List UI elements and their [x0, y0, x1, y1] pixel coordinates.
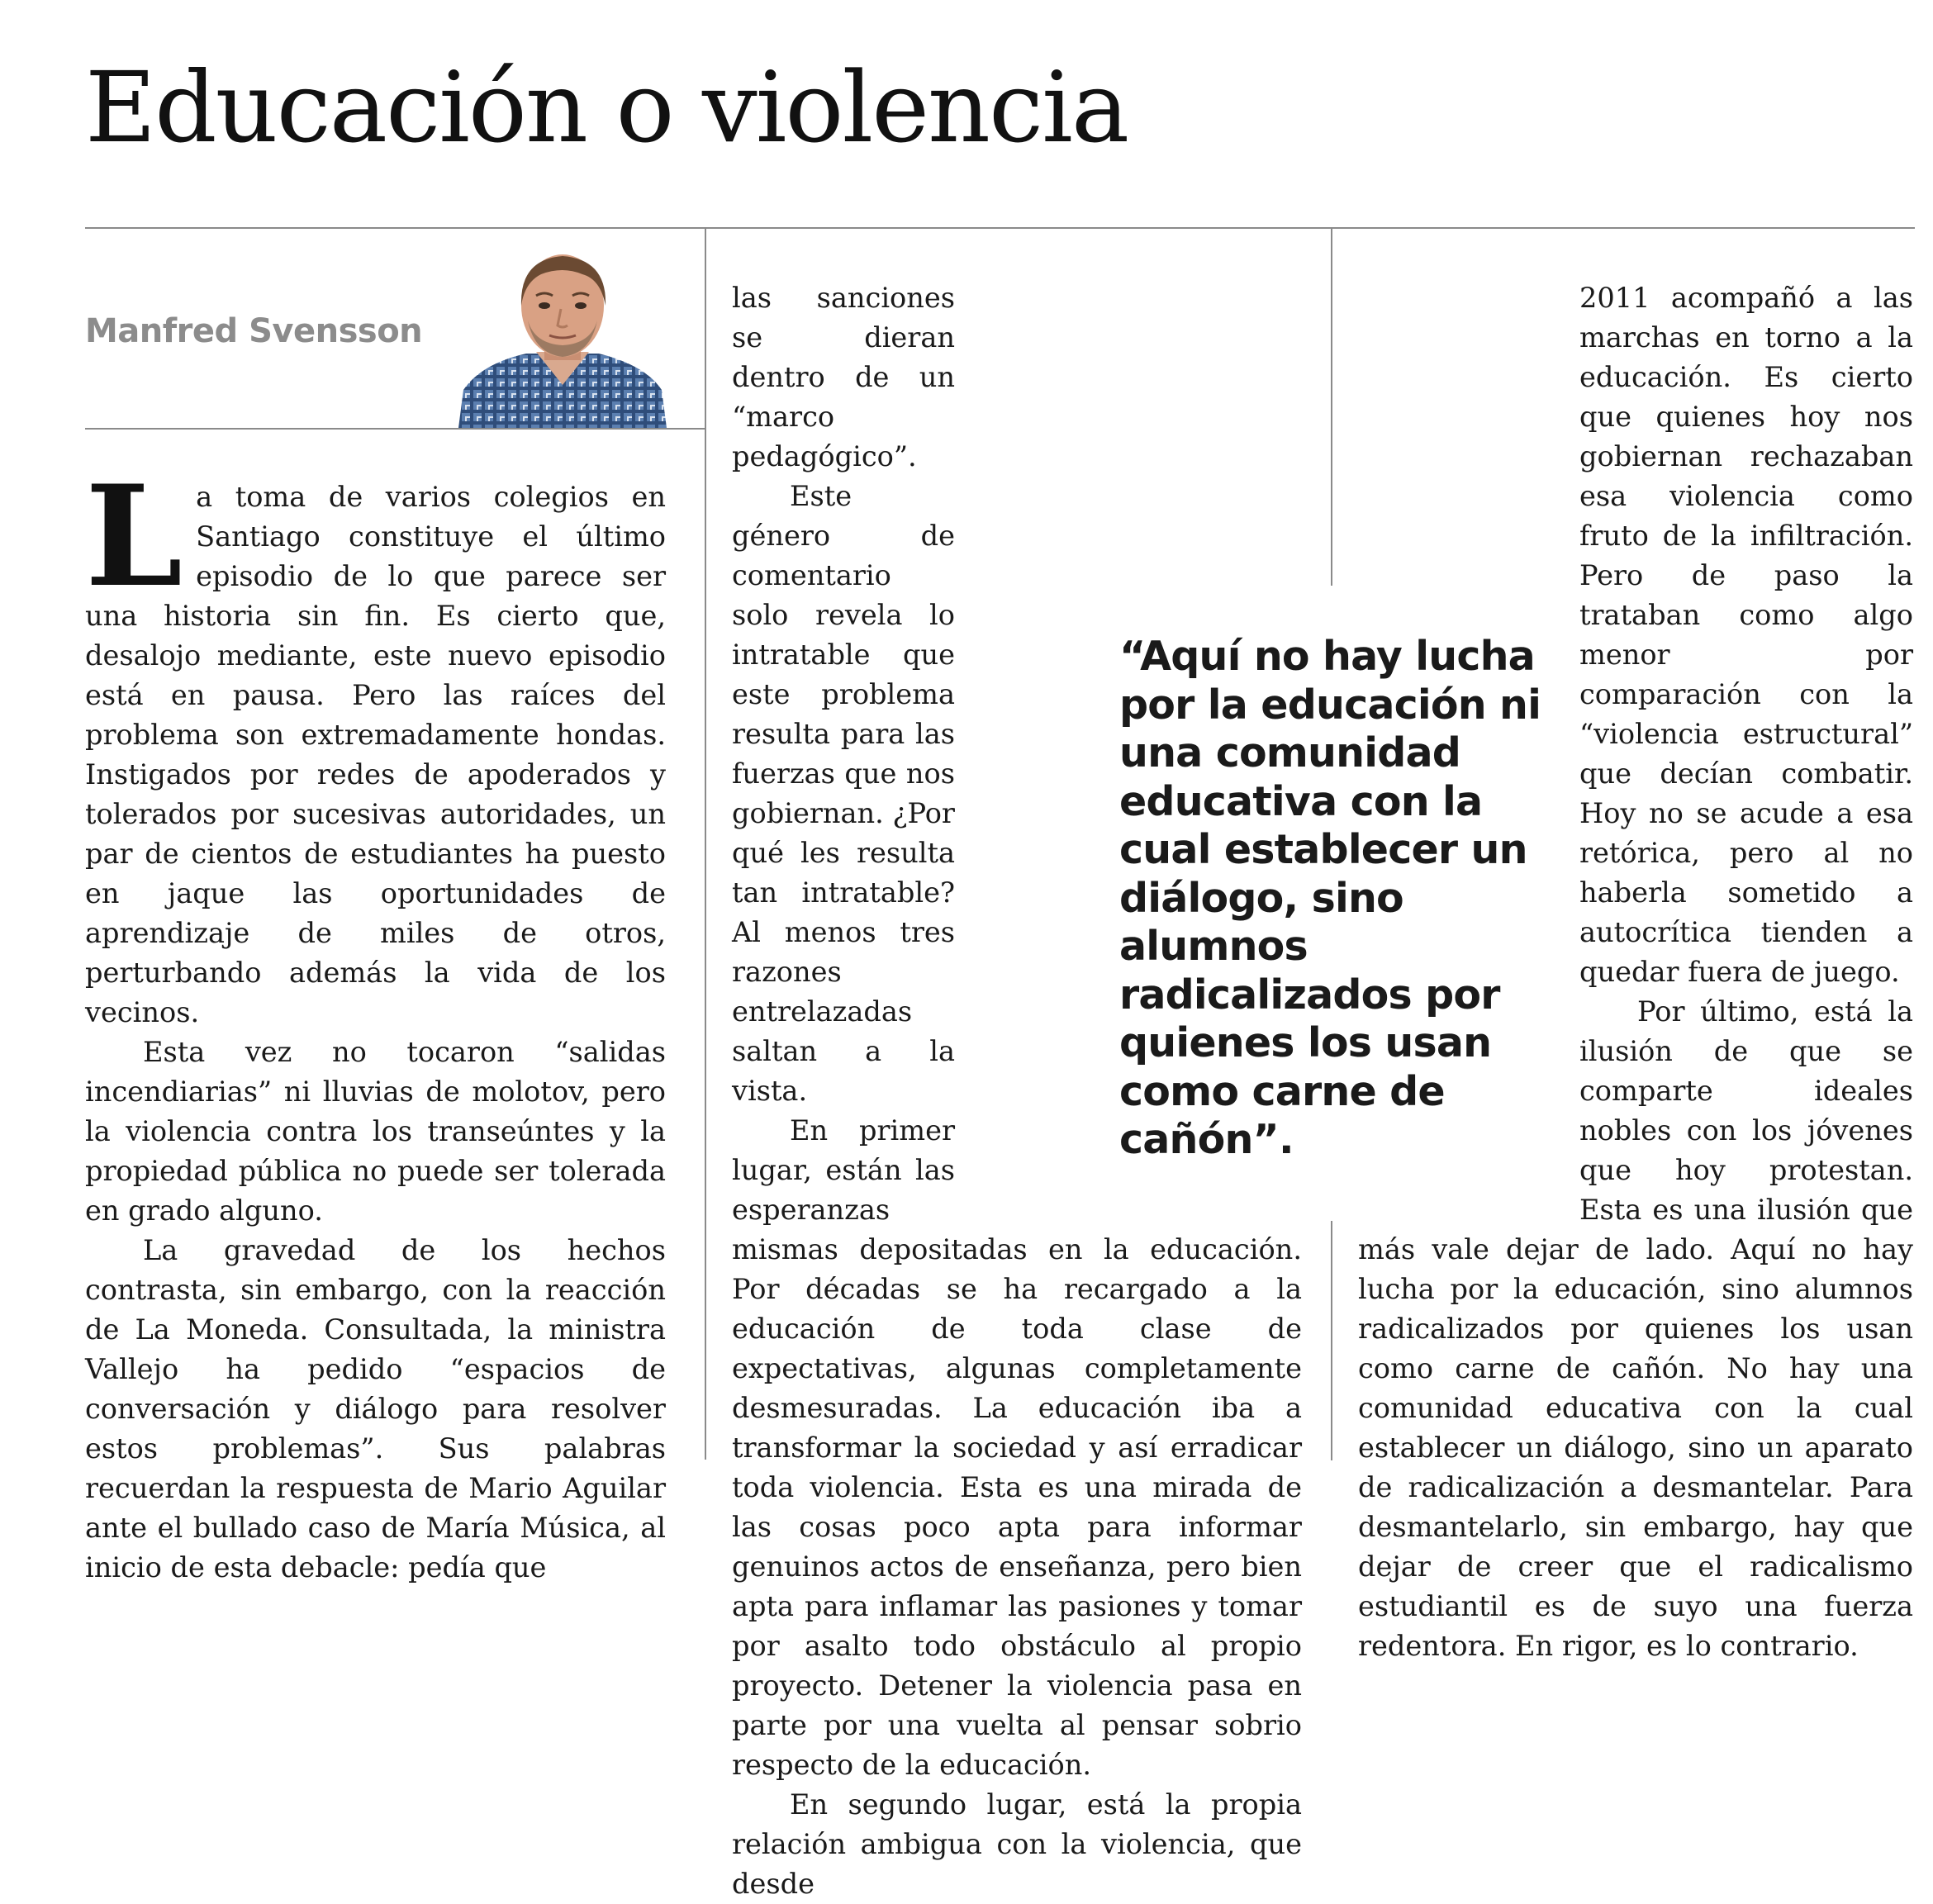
article-title: Educación o violencia	[85, 50, 1128, 164]
paragraph-text: a toma de varios colegios en Santiago constituye el último episodio de lo que parece ser una historia sin fin. Es cierto que, desalojo mediante, este nuevo episodio está en pausa. Pero las raíces del problema son extremadamente hondas. Instigados por redes de apoderados y tolerados por sucesivas autoridades, un par de cientos de estudiantes ha puesto en jaque las oportunidades de aprendizaje de miles de otros, perturbando además la vida de los vecinos.	[85, 481, 666, 1028]
paragraph	[85, 454, 666, 1033]
column-divider	[1331, 1221, 1332, 1460]
pull-quote: “Aquí no hay lucha por la educación ni una comunidad educativa con la cual establecer un diálogo, sino alumnos radicalizados por quienes los usan como carne de cañón”.	[1119, 633, 1541, 1163]
paragraph: La gravedad de los hechos contrasta, sin embargo, con la reacción de La Moneda. Consultada, la ministra Vallejo ha pedido “espacios de conversación y diálogo para resolver estos problemas”. Sus palabras recuerdan la respuesta de Mario Aguilar ante el bullado caso de María Música, al inicio de esta debacle: pedía que	[85, 1234, 666, 1584]
paragraph: Por último, está la ilusión de que se comparte ideales nobles con los jóvenes que hoy protestan. Esta es una ilusión que más vale dejar de lado. Aquí no hay lucha por la educación, sino alumnos radicalizados por quienes los usan como carne de cañón. No hay una comunidad educativa con la cual establecer un diálogo, sino un aparato de radicalización a desmantelar. Para desmantelarlo, sin embargo, hay que dejar de creer que el radicalismo estudiantil es de suyo una fuerza redentora. En rigor, es lo contrario.	[1358, 995, 1913, 1662]
paragraph: Este género de comentario solo revela lo intratable que este problema resulta para las fuerzas que nos gobiernan. ¿Por qué les resulta tan intratable? Al menos tres razones entrelazadas saltan a la vista.	[732, 480, 955, 1107]
paragraph: En primer lugar, están las esperanzas mismas depositadas en la educación. Por décadas se ha recargado a la educación de toda clase de expectativas, algunas completamente desmesuradas. La educación iba a transformar la sociedad y así erradicar toda violencia. Esta es una mirada de las cosas poco apta para informar genuinos actos de enseñanza, pero bien apta para inflamar las pasiones y tomar por asalto todo obstáculo al propio proyecto. Detener la violencia pasa en parte por una vuelta al pensar sobrio respecto de la educación.	[732, 1114, 1302, 1781]
author-portrait	[458, 248, 667, 428]
paragraph: Esta vez no tocaron “salidas incendiarias” ni lluvias de molotov, pero la violencia contra los transeúntes y la propiedad pública no puede ser tolerada en grado alguno.	[85, 1036, 666, 1227]
byline-rule	[85, 428, 705, 430]
author-name: Manfred Svensson	[85, 312, 423, 350]
paragraph: las sanciones se dieran dentro de un “marco pedagógico”.	[732, 282, 955, 472]
column-divider	[1331, 229, 1332, 586]
top-rule	[85, 227, 1915, 229]
column-divider	[705, 229, 706, 1460]
byline	[85, 248, 705, 428]
paragraph: En segundo lugar, está la propia relación ambigua con la violencia, que desde	[732, 1788, 1302, 1900]
paragraph: 2011 acompañó a las marchas en torno a la educación. Es cierto que quienes hoy nos gobiernan rechazaban esa violencia como fruto de la infiltración. Pero de paso la trataban como algo menor por comparación con la “violencia estructural” que decían combatir. Hoy no se acude a esa retórica, pero al no haberla sometido a autocrítica tienden a quedar fuera de juego.	[1579, 282, 1913, 988]
article-column-1	[85, 454, 666, 1588]
drop-cap: L	[85, 454, 183, 618]
